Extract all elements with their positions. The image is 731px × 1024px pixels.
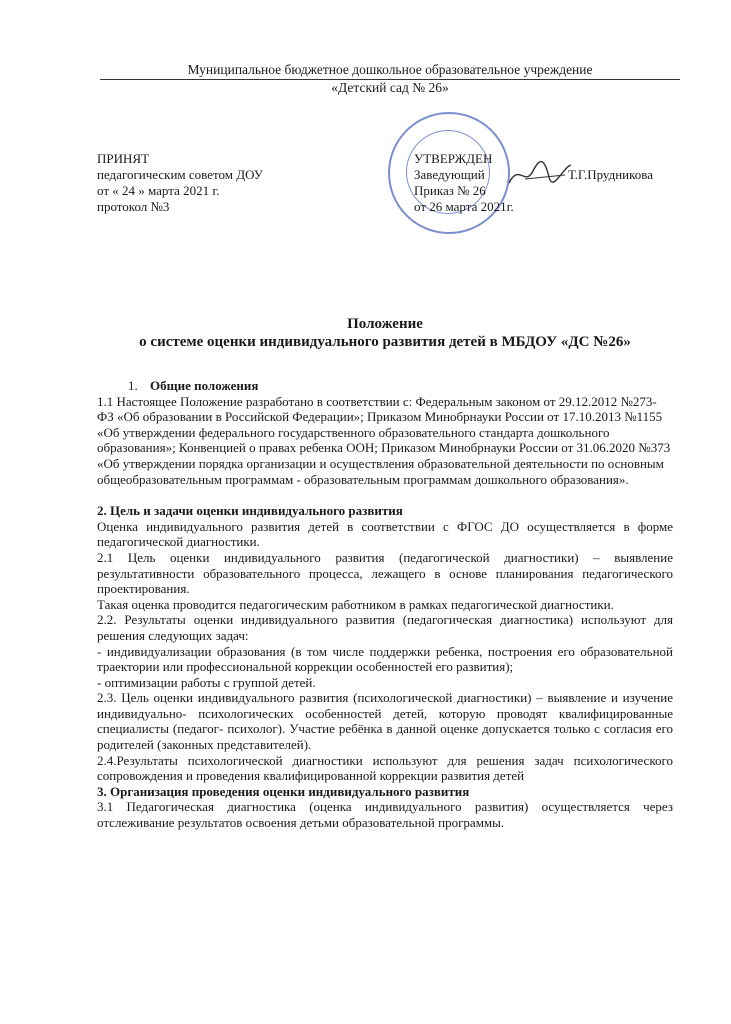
document-title-line-2: о системе оценки индивидуального развития детей в МБДОУ «ДС №26» bbox=[139, 334, 631, 350]
paragraph-2-1: 2.1 Цель оценки индивидуального развития (педагогической диагностики) – выявление результативности образовательного процесса, лежащего в основе планирования педагогического проектирования. bbox=[97, 549, 673, 597]
approver-name: Т.Г.Прудникова bbox=[568, 167, 654, 182]
document-title-line-1: Положение bbox=[347, 316, 423, 332]
organization-short-name: «Детский сад № 26» bbox=[331, 80, 449, 95]
paragraph-3-1: 3.1 Педагогическая диагностика (оценка индивидуального развития) осуществляется через отслеживание результатов освоения детьми образовательной программы. bbox=[97, 799, 673, 831]
approved-block bbox=[414, 151, 694, 215]
section-1-heading bbox=[97, 378, 673, 394]
document-title bbox=[60, 315, 710, 351]
paragraph-2-3: 2.3. Цель оценки индивидуального развития (психологической диагностики) – выявление и изучение индивидуально- психологических особенностей детей, которую проводят квалифицированные специалисты (педагог- психолог). Участие ребёнка в данной оценке допускается только с согласия его родителей (законных представителей). bbox=[97, 690, 673, 753]
section-1-number: 1. bbox=[128, 378, 138, 393]
accepted-line-2: от « 24 » марта 2021 г. bbox=[97, 183, 220, 198]
section-3-heading: 3. Организация проведения оценки индивидуального развития bbox=[97, 783, 470, 799]
paragraph-1-1: 1.1 Настоящее Положение разработано в соответствии с: Федеральным законом от 29.12.2012 №273-ФЗ «Об образовании в Российской Федерации»; Приказом Минобрнауки России от 17.10.2013 №1155 «Об утверждении федерального государственного образовательного стандарта дошкольного образования»; Конвенцией о правах ребенка ООН; Приказом Минобрнауки России от 31.06.2020 №373 «Об утверждении порядка организации и осуществления образовательной деятельности по основным общеобразовательным программам - образовательным программам дошкольного образования». bbox=[97, 393, 671, 487]
approved-order: Приказ № 26 bbox=[414, 183, 486, 198]
accepted-line-1: педагогическим советом ДОУ bbox=[97, 167, 263, 182]
paragraph-2-0: Оценка индивидуального развития детей в соответствии с ФГОС ДО осуществляется в форме педагогической диагностики. bbox=[97, 518, 673, 550]
accepted-block bbox=[97, 151, 263, 215]
organization-header bbox=[100, 62, 680, 96]
approved-position: Заведующий bbox=[414, 167, 485, 182]
accepted-line-3: протокол №3 bbox=[97, 199, 170, 214]
paragraph-2-4: 2.4.Результаты психологической диагностики используют для решения задач психологического сопровождения и проведения квалифицированной коррекции развития детей bbox=[97, 752, 673, 784]
accepted-title: ПРИНЯТ bbox=[97, 151, 150, 166]
document-body bbox=[97, 378, 673, 831]
section-2-heading: 2. Цель и задачи оценки индивидуального развития bbox=[97, 503, 403, 519]
section-1-title: Общие положения bbox=[150, 378, 259, 393]
paragraph-2-2b: - оптимизации работы с группой детей. bbox=[97, 674, 316, 690]
paragraph-2-2: 2.2. Результаты оценки индивидуального развития (педагогическая диагностика) используют для решения следующих задач: bbox=[97, 612, 673, 643]
approved-title: УТВЕРЖДЕН bbox=[414, 151, 493, 166]
approved-date: от 26 марта 2021г. bbox=[414, 199, 514, 214]
organization-name: Муниципальное бюджетное дошкольное образовательное учреждение bbox=[187, 62, 593, 77]
paragraph-2-1b: Такая оценка проводится педагогическим работником в рамках педагогической диагностики. bbox=[97, 596, 614, 612]
paragraph-2-2a: - индивидуализации образования (в том числе поддержки ребенка, построения его образовательной траектории или профессиональной коррекции особенностей его развития); bbox=[97, 643, 673, 675]
